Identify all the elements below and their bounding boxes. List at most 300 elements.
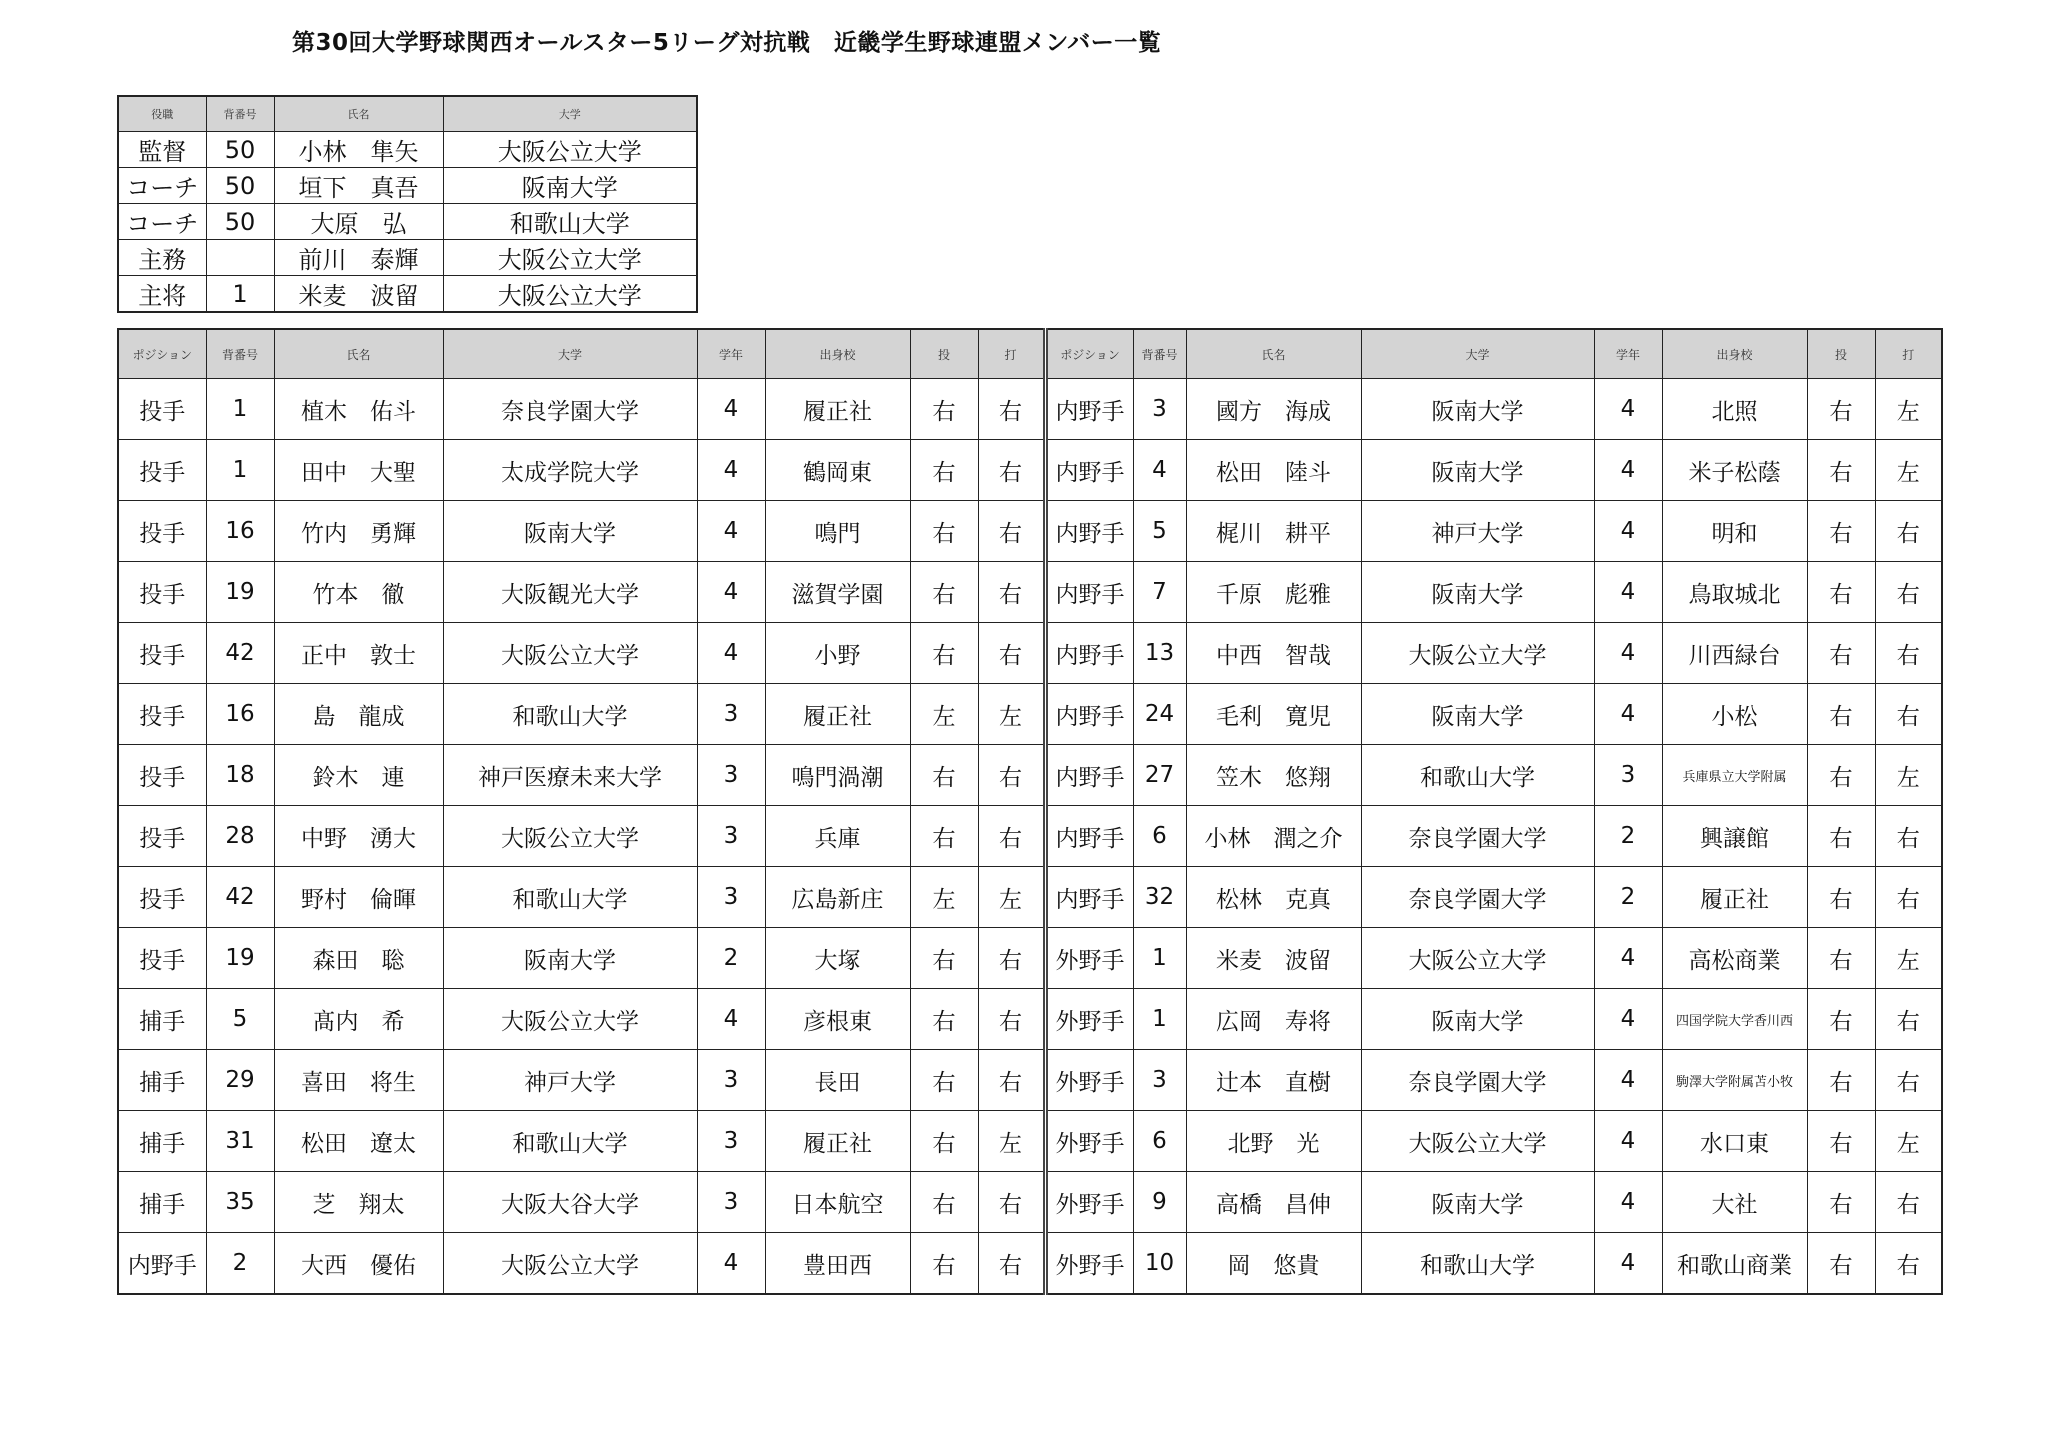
right-school-cell: 北照 (1662, 379, 1807, 440)
left-grade-cell: 3 (697, 684, 765, 745)
right-name-cell: 千原 彪雅 (1186, 562, 1361, 623)
right-university-cell: 阪南大学 (1361, 1172, 1594, 1233)
left-number-cell: 42 (206, 623, 274, 684)
right-school-cell: 大社 (1662, 1172, 1807, 1233)
right-name-cell: 岡 悠貴 (1186, 1233, 1361, 1295)
left-school-cell: 長田 (765, 1050, 910, 1111)
right-school-cell: 小松 (1662, 684, 1807, 745)
right-number-cell: 1 (1133, 989, 1186, 1050)
right-name-cell: 広岡 寿将 (1186, 989, 1361, 1050)
staff-table-body (118, 132, 697, 313)
left-university-cell: 太成学院大学 (443, 440, 697, 501)
right-bat-cell: 右 (1875, 806, 1942, 867)
right-name-cell: 松林 克真 (1186, 867, 1361, 928)
right-bat-cell: 右 (1875, 1050, 1942, 1111)
left-position-cell: 投手 (118, 623, 206, 684)
right-number-cell: 24 (1133, 684, 1186, 745)
right-bat-cell: 右 (1875, 867, 1942, 928)
left-grade-cell: 3 (697, 806, 765, 867)
right-grade-cell: 4 (1594, 623, 1662, 684)
right-university-cell: 阪南大学 (1361, 684, 1594, 745)
left-number-cell: 19 (206, 562, 274, 623)
left-throw-cell: 右 (910, 1172, 978, 1233)
left-name-cell: 中野 湧大 (274, 806, 443, 867)
right-number-cell: 1 (1133, 928, 1186, 989)
right-position-cell: 内野手 (1045, 562, 1133, 623)
right-position-cell: 内野手 (1045, 440, 1133, 501)
left-university-cell: 大阪大谷大学 (443, 1172, 697, 1233)
staff-number-cell (206, 240, 274, 276)
right-throw-cell: 右 (1807, 1172, 1875, 1233)
right-school-cell: 四国学院大学香川西 (1662, 989, 1807, 1050)
left-name-cell: 野村 倫暉 (274, 867, 443, 928)
right-bat-cell: 左 (1875, 440, 1942, 501)
left-grade-cell: 3 (697, 867, 765, 928)
right-university-cell: 奈良学園大学 (1361, 1050, 1594, 1111)
right-bat-cell: 左 (1875, 745, 1942, 806)
roster-header-school: 出身校 (1662, 329, 1807, 379)
roster-row (118, 684, 1942, 745)
roster-row (118, 440, 1942, 501)
right-grade-cell: 3 (1594, 745, 1662, 806)
right-school-cell: 興譲館 (1662, 806, 1807, 867)
left-position-cell: 投手 (118, 562, 206, 623)
left-school-cell: 履正社 (765, 379, 910, 440)
left-grade-cell: 4 (697, 623, 765, 684)
right-school-cell: 履正社 (1662, 867, 1807, 928)
left-school-cell: 鳴門 (765, 501, 910, 562)
left-throw-cell: 右 (910, 806, 978, 867)
right-position-cell: 外野手 (1045, 928, 1133, 989)
left-university-cell: 大阪公立大学 (443, 623, 697, 684)
staff-name-cell: 垣下 真吾 (274, 168, 443, 204)
left-name-cell: 喜田 将生 (274, 1050, 443, 1111)
left-throw-cell: 左 (910, 867, 978, 928)
right-grade-cell: 4 (1594, 562, 1662, 623)
left-bat-cell: 左 (978, 684, 1045, 745)
page-title: 第30回大学野球関西オールスター5リーグ対抗戦 近畿学生野球連盟メンバー一覧 (292, 30, 1162, 56)
right-grade-cell: 4 (1594, 440, 1662, 501)
right-university-cell: 大阪公立大学 (1361, 1111, 1594, 1172)
left-name-cell: 大西 優佑 (274, 1233, 443, 1295)
left-number-cell: 31 (206, 1111, 274, 1172)
left-position-cell: 投手 (118, 379, 206, 440)
roster-header-position: ポジション (1045, 329, 1133, 379)
left-position-cell: 内野手 (118, 1233, 206, 1295)
roster-table (117, 328, 1943, 1295)
left-position-cell: 投手 (118, 684, 206, 745)
left-throw-cell: 右 (910, 989, 978, 1050)
left-school-cell: 兵庫 (765, 806, 910, 867)
staff-number-cell: 50 (206, 132, 274, 168)
right-grade-cell: 4 (1594, 1111, 1662, 1172)
staff-header-role: 役職 (118, 96, 206, 132)
left-school-cell: 豊田西 (765, 1233, 910, 1295)
right-position-cell: 内野手 (1045, 379, 1133, 440)
staff-name-cell: 大原 弘 (274, 204, 443, 240)
right-grade-cell: 4 (1594, 1172, 1662, 1233)
left-name-cell: 竹内 勇輝 (274, 501, 443, 562)
left-throw-cell: 右 (910, 623, 978, 684)
right-throw-cell: 右 (1807, 623, 1875, 684)
right-grade-cell: 4 (1594, 1233, 1662, 1295)
right-throw-cell: 右 (1807, 1111, 1875, 1172)
left-grade-cell: 4 (697, 562, 765, 623)
right-position-cell: 外野手 (1045, 1172, 1133, 1233)
right-bat-cell: 右 (1875, 623, 1942, 684)
right-name-cell: 辻本 直樹 (1186, 1050, 1361, 1111)
right-school-cell: 米子松蔭 (1662, 440, 1807, 501)
right-number-cell: 10 (1133, 1233, 1186, 1295)
right-number-cell: 27 (1133, 745, 1186, 806)
right-name-cell: 高橋 昌伸 (1186, 1172, 1361, 1233)
left-grade-cell: 3 (697, 1111, 765, 1172)
right-position-cell: 内野手 (1045, 623, 1133, 684)
left-throw-cell: 右 (910, 501, 978, 562)
right-throw-cell: 右 (1807, 501, 1875, 562)
roster-header-number: 背番号 (206, 329, 274, 379)
left-name-cell: 鈴木 連 (274, 745, 443, 806)
left-university-cell: 阪南大学 (443, 928, 697, 989)
left-number-cell: 1 (206, 440, 274, 501)
staff-role-cell: コーチ (118, 168, 206, 204)
roster-header-name: 氏名 (274, 329, 443, 379)
roster-row (118, 501, 1942, 562)
right-throw-cell: 右 (1807, 562, 1875, 623)
right-number-cell: 3 (1133, 1050, 1186, 1111)
staff-university-cell: 大阪公立大学 (443, 240, 697, 276)
left-university-cell: 神戸医療未来大学 (443, 745, 697, 806)
left-university-cell: 奈良学園大学 (443, 379, 697, 440)
right-university-cell: 阪南大学 (1361, 562, 1594, 623)
right-number-cell: 13 (1133, 623, 1186, 684)
right-number-cell: 32 (1133, 867, 1186, 928)
roster-row (118, 867, 1942, 928)
right-name-cell: 梶川 耕平 (1186, 501, 1361, 562)
staff-header-name: 氏名 (274, 96, 443, 132)
right-grade-cell: 4 (1594, 928, 1662, 989)
left-bat-cell: 右 (978, 501, 1045, 562)
right-university-cell: 阪南大学 (1361, 379, 1594, 440)
right-grade-cell: 4 (1594, 989, 1662, 1050)
staff-role-cell: 監督 (118, 132, 206, 168)
left-position-cell: 投手 (118, 867, 206, 928)
staff-number-cell: 1 (206, 276, 274, 313)
left-name-cell: 島 龍成 (274, 684, 443, 745)
right-school-cell: 兵庫県立大学附属 (1662, 745, 1807, 806)
left-bat-cell: 右 (978, 623, 1045, 684)
staff-name-cell: 小林 隼矢 (274, 132, 443, 168)
right-school-cell: 高松商業 (1662, 928, 1807, 989)
roster-row (118, 806, 1942, 867)
right-university-cell: 阪南大学 (1361, 989, 1594, 1050)
staff-header-university: 大学 (443, 96, 697, 132)
left-position-cell: 捕手 (118, 1172, 206, 1233)
left-name-cell: 森田 聡 (274, 928, 443, 989)
roster-row (118, 928, 1942, 989)
staff-table (117, 95, 698, 313)
roster-row (118, 1111, 1942, 1172)
roster-header-throw: 投 (910, 329, 978, 379)
right-position-cell: 内野手 (1045, 501, 1133, 562)
left-university-cell: 和歌山大学 (443, 1111, 697, 1172)
left-position-cell: 捕手 (118, 1050, 206, 1111)
right-name-cell: 北野 光 (1186, 1111, 1361, 1172)
right-position-cell: 外野手 (1045, 1050, 1133, 1111)
right-grade-cell: 4 (1594, 684, 1662, 745)
left-grade-cell: 4 (697, 379, 765, 440)
right-throw-cell: 右 (1807, 684, 1875, 745)
staff-row (118, 132, 697, 168)
staff-row (118, 276, 697, 313)
roster-header-school: 出身校 (765, 329, 910, 379)
right-university-cell: 和歌山大学 (1361, 1233, 1594, 1295)
right-number-cell: 3 (1133, 379, 1186, 440)
right-number-cell: 9 (1133, 1172, 1186, 1233)
roster-row (118, 562, 1942, 623)
right-university-cell: 奈良学園大学 (1361, 867, 1594, 928)
left-bat-cell: 右 (978, 440, 1045, 501)
right-university-cell: 神戸大学 (1361, 501, 1594, 562)
left-university-cell: 大阪公立大学 (443, 1233, 697, 1295)
staff-row (118, 168, 697, 204)
roster-row (118, 1172, 1942, 1233)
right-bat-cell: 右 (1875, 1233, 1942, 1295)
left-throw-cell: 右 (910, 1233, 978, 1295)
left-university-cell: 阪南大学 (443, 501, 697, 562)
left-bat-cell: 右 (978, 1050, 1045, 1111)
left-number-cell: 5 (206, 989, 274, 1050)
left-throw-cell: 右 (910, 928, 978, 989)
right-bat-cell: 右 (1875, 501, 1942, 562)
staff-university-cell: 大阪公立大学 (443, 132, 697, 168)
left-bat-cell: 左 (978, 1111, 1045, 1172)
left-number-cell: 42 (206, 867, 274, 928)
right-bat-cell: 右 (1875, 989, 1942, 1050)
left-number-cell: 18 (206, 745, 274, 806)
roster-header-bat: 打 (1875, 329, 1942, 379)
right-position-cell: 内野手 (1045, 684, 1133, 745)
right-school-cell: 和歌山商業 (1662, 1233, 1807, 1295)
left-university-cell: 和歌山大学 (443, 684, 697, 745)
left-position-cell: 投手 (118, 440, 206, 501)
roster-row (118, 1050, 1942, 1111)
right-position-cell: 内野手 (1045, 867, 1133, 928)
roster-header-grade: 学年 (697, 329, 765, 379)
left-name-cell: 芝 翔太 (274, 1172, 443, 1233)
right-bat-cell: 左 (1875, 928, 1942, 989)
right-university-cell: 和歌山大学 (1361, 745, 1594, 806)
right-university-cell: 大阪公立大学 (1361, 623, 1594, 684)
right-throw-cell: 右 (1807, 1050, 1875, 1111)
left-bat-cell: 右 (978, 928, 1045, 989)
left-school-cell: 履正社 (765, 1111, 910, 1172)
right-grade-cell: 4 (1594, 1050, 1662, 1111)
left-number-cell: 29 (206, 1050, 274, 1111)
left-number-cell: 1 (206, 379, 274, 440)
left-name-cell: 松田 遼太 (274, 1111, 443, 1172)
left-grade-cell: 4 (697, 440, 765, 501)
right-grade-cell: 4 (1594, 501, 1662, 562)
right-throw-cell: 右 (1807, 1233, 1875, 1295)
roster-header-row (118, 329, 1942, 379)
roster-header-position: ポジション (118, 329, 206, 379)
left-position-cell: 投手 (118, 501, 206, 562)
right-name-cell: 中西 智哉 (1186, 623, 1361, 684)
left-name-cell: 植木 佑斗 (274, 379, 443, 440)
left-throw-cell: 左 (910, 684, 978, 745)
left-bat-cell: 左 (978, 867, 1045, 928)
staff-university-cell: 大阪公立大学 (443, 276, 697, 313)
right-position-cell: 内野手 (1045, 806, 1133, 867)
right-position-cell: 内野手 (1045, 745, 1133, 806)
right-bat-cell: 左 (1875, 379, 1942, 440)
staff-university-cell: 和歌山大学 (443, 204, 697, 240)
right-bat-cell: 右 (1875, 562, 1942, 623)
left-position-cell: 投手 (118, 745, 206, 806)
right-throw-cell: 右 (1807, 928, 1875, 989)
right-grade-cell: 2 (1594, 806, 1662, 867)
right-position-cell: 外野手 (1045, 1111, 1133, 1172)
right-position-cell: 外野手 (1045, 989, 1133, 1050)
staff-row (118, 204, 697, 240)
roster-header-bat: 打 (978, 329, 1045, 379)
right-number-cell: 6 (1133, 1111, 1186, 1172)
left-grade-cell: 3 (697, 1172, 765, 1233)
right-throw-cell: 右 (1807, 867, 1875, 928)
left-university-cell: 和歌山大学 (443, 867, 697, 928)
right-name-cell: 米麦 波留 (1186, 928, 1361, 989)
left-number-cell: 2 (206, 1233, 274, 1295)
right-name-cell: 毛利 寛児 (1186, 684, 1361, 745)
left-university-cell: 大阪公立大学 (443, 989, 697, 1050)
right-number-cell: 7 (1133, 562, 1186, 623)
left-number-cell: 35 (206, 1172, 274, 1233)
left-position-cell: 投手 (118, 928, 206, 989)
staff-row (118, 240, 697, 276)
left-university-cell: 大阪公立大学 (443, 806, 697, 867)
left-position-cell: 投手 (118, 806, 206, 867)
left-school-cell: 小野 (765, 623, 910, 684)
right-bat-cell: 右 (1875, 684, 1942, 745)
left-number-cell: 19 (206, 928, 274, 989)
left-bat-cell: 右 (978, 745, 1045, 806)
left-name-cell: 竹本 徹 (274, 562, 443, 623)
left-grade-cell: 4 (697, 501, 765, 562)
roster-row (118, 623, 1942, 684)
left-grade-cell: 4 (697, 989, 765, 1050)
right-bat-cell: 右 (1875, 1172, 1942, 1233)
left-school-cell: 日本航空 (765, 1172, 910, 1233)
roster-row (118, 379, 1942, 440)
staff-role-cell: コーチ (118, 204, 206, 240)
left-grade-cell: 3 (697, 1050, 765, 1111)
left-throw-cell: 右 (910, 440, 978, 501)
right-school-cell: 明和 (1662, 501, 1807, 562)
right-school-cell: 川西緑台 (1662, 623, 1807, 684)
right-school-cell: 鳥取城北 (1662, 562, 1807, 623)
roster-row (118, 989, 1942, 1050)
right-name-cell: 笠木 悠翔 (1186, 745, 1361, 806)
left-name-cell: 髙内 希 (274, 989, 443, 1050)
roster-header-throw: 投 (1807, 329, 1875, 379)
left-grade-cell: 3 (697, 745, 765, 806)
left-number-cell: 16 (206, 684, 274, 745)
right-throw-cell: 右 (1807, 379, 1875, 440)
left-school-cell: 鶴岡東 (765, 440, 910, 501)
roster-header-university: 大学 (443, 329, 697, 379)
left-bat-cell: 右 (978, 562, 1045, 623)
left-throw-cell: 右 (910, 1111, 978, 1172)
roster-header-number: 背番号 (1133, 329, 1186, 379)
left-bat-cell: 右 (978, 379, 1045, 440)
roster-header-name: 氏名 (1186, 329, 1361, 379)
roster-header-university: 大学 (1361, 329, 1594, 379)
left-position-cell: 捕手 (118, 1111, 206, 1172)
staff-name-cell: 米麦 波留 (274, 276, 443, 313)
left-school-cell: 履正社 (765, 684, 910, 745)
left-university-cell: 大阪観光大学 (443, 562, 697, 623)
right-grade-cell: 2 (1594, 867, 1662, 928)
right-number-cell: 4 (1133, 440, 1186, 501)
left-throw-cell: 右 (910, 379, 978, 440)
staff-university-cell: 阪南大学 (443, 168, 697, 204)
left-school-cell: 広島新庄 (765, 867, 910, 928)
staff-name-cell: 前川 泰輝 (274, 240, 443, 276)
left-grade-cell: 4 (697, 1233, 765, 1295)
left-school-cell: 鳴門渦潮 (765, 745, 910, 806)
right-university-cell: 阪南大学 (1361, 440, 1594, 501)
roster-table-body (118, 379, 1942, 1295)
right-name-cell: 松田 陸斗 (1186, 440, 1361, 501)
right-number-cell: 5 (1133, 501, 1186, 562)
roster-header-grade: 学年 (1594, 329, 1662, 379)
left-bat-cell: 右 (978, 1233, 1045, 1295)
staff-role-cell: 主務 (118, 240, 206, 276)
left-university-cell: 神戸大学 (443, 1050, 697, 1111)
right-position-cell: 外野手 (1045, 1233, 1133, 1295)
right-university-cell: 大阪公立大学 (1361, 928, 1594, 989)
right-school-cell: 水口東 (1662, 1111, 1807, 1172)
left-throw-cell: 右 (910, 745, 978, 806)
staff-number-cell: 50 (206, 204, 274, 240)
right-throw-cell: 右 (1807, 440, 1875, 501)
left-throw-cell: 右 (910, 562, 978, 623)
right-throw-cell: 右 (1807, 806, 1875, 867)
roster-row (118, 745, 1942, 806)
left-grade-cell: 2 (697, 928, 765, 989)
left-position-cell: 捕手 (118, 989, 206, 1050)
left-name-cell: 田中 大聖 (274, 440, 443, 501)
left-school-cell: 彦根東 (765, 989, 910, 1050)
right-university-cell: 奈良学園大学 (1361, 806, 1594, 867)
right-throw-cell: 右 (1807, 745, 1875, 806)
left-name-cell: 正中 敦士 (274, 623, 443, 684)
staff-role-cell: 主将 (118, 276, 206, 313)
right-number-cell: 6 (1133, 806, 1186, 867)
left-bat-cell: 右 (978, 989, 1045, 1050)
staff-header-number: 背番号 (206, 96, 274, 132)
right-name-cell: 國方 海成 (1186, 379, 1361, 440)
left-bat-cell: 右 (978, 806, 1045, 867)
left-school-cell: 大塚 (765, 928, 910, 989)
right-grade-cell: 4 (1594, 379, 1662, 440)
left-number-cell: 16 (206, 501, 274, 562)
staff-header-row (118, 96, 697, 132)
roster-row (118, 1233, 1942, 1295)
right-name-cell: 小林 潤之介 (1186, 806, 1361, 867)
left-bat-cell: 右 (978, 1172, 1045, 1233)
